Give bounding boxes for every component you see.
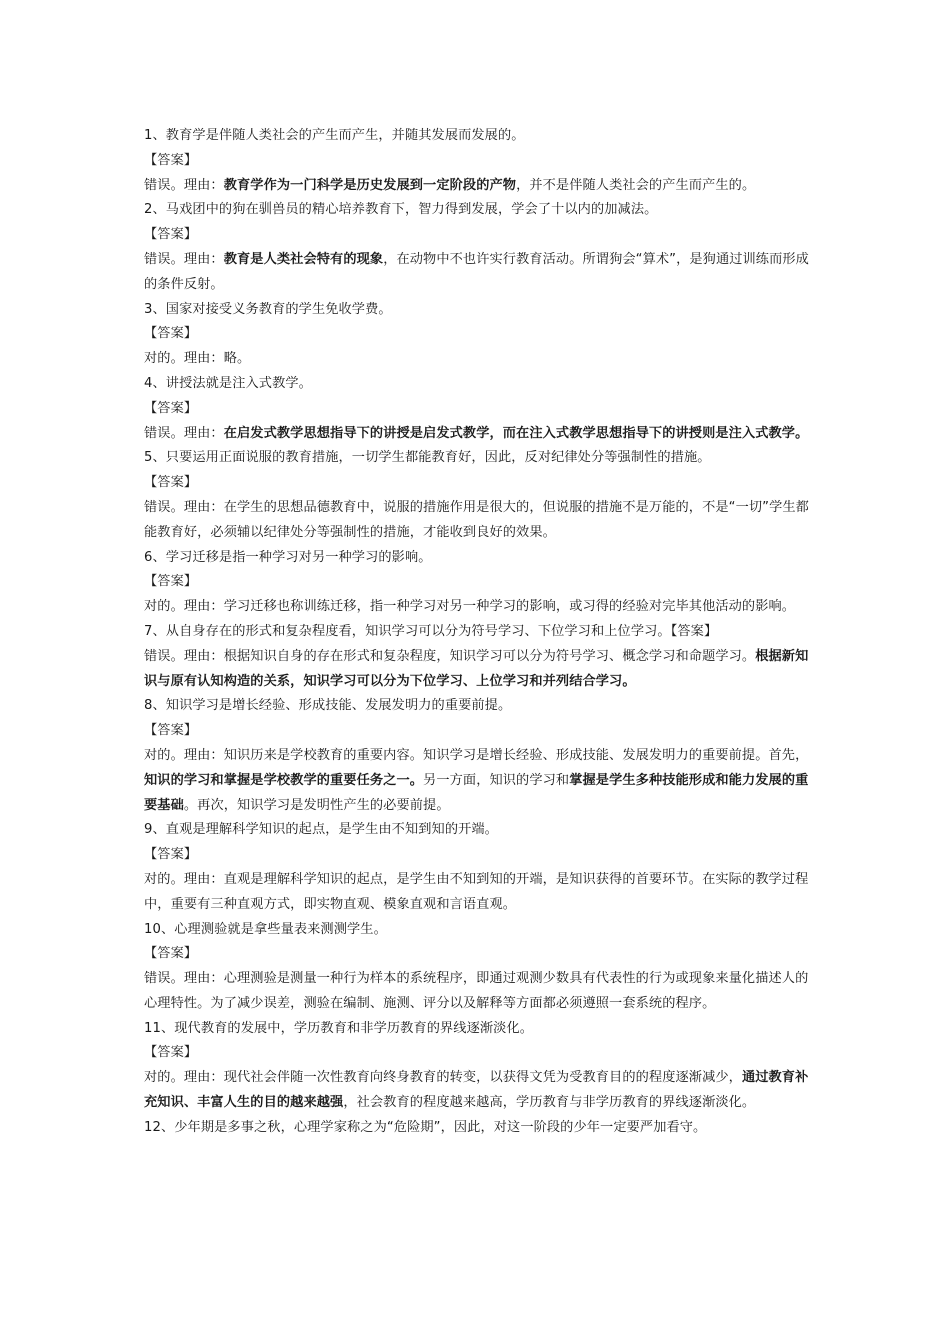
question-block bbox=[144, 818, 814, 917]
answer-segment: 错误。理由： bbox=[144, 425, 224, 441]
answer-emphasis: 在启发式教学思想指导下的讲授是启发式教学，而在注入式教学思想指导下的讲授则是注入式教学。 bbox=[223, 425, 809, 441]
answer-label: 【答案】 bbox=[144, 152, 198, 168]
answer-emphasis: 教育是人类社会特有的现象 bbox=[223, 251, 384, 267]
question-block bbox=[144, 546, 814, 620]
answer-emphasis: 根据新知识与原有认知构造的关系，知识学习可以分为下位学习、上位学习和并列结合学习。 bbox=[144, 648, 809, 689]
answer-label: 【答案】 bbox=[144, 475, 198, 491]
answer-segment: 错误。理由： bbox=[144, 177, 224, 193]
question-text: 5、只要运用正面说服的教育措施，一切学生都能教育好，因此，反对纪律处分等强制性的措施。 bbox=[144, 450, 711, 466]
answer-text bbox=[144, 1066, 814, 1116]
question-block bbox=[144, 694, 814, 818]
answer-label: 【答案】 bbox=[144, 946, 198, 962]
answer-label: 【答案】 bbox=[144, 326, 198, 342]
answer-emphasis: 教育学作为一门科学是历史发展到一定阶段的产物 bbox=[223, 177, 517, 193]
answer-segment: 对的。理由：知识历来是学校教育的重要内容。知识学习是增长经验、形成技能、发展发明力的重要前提。首先， bbox=[144, 747, 809, 763]
answer-segment: 对的。理由：学习迁移也称训练迁移，指一种学习对另一种学习的影响，或习得的经验对完毕其他活动的影响。 bbox=[144, 599, 796, 615]
answer-text bbox=[144, 744, 814, 818]
answer-text bbox=[144, 645, 814, 695]
question-text: 1、教育学是伴随人类社会的产生而产生，并随其发展而发展的。 bbox=[144, 128, 525, 143]
answer-label: 【答案】 bbox=[144, 574, 198, 590]
answer-segment: 对的。理由：直观是理解科学知识的起点，是学生由不知到知的开端，是知识获得的首要环节。在实际的教学过程中，重要有三种直观方式，即实物直观、模象直观和言语直观。 bbox=[144, 871, 809, 912]
question-text: 3、国家对接受义务教育的学生免收学费。 bbox=[144, 301, 392, 317]
answer-segment: 错误。理由：根据知识自身的存在形式和复杂程度，知识学习可以分为符号学习、概念学习和命题学习。 bbox=[144, 648, 756, 664]
answer-emphasis: 掌握是学生多种技能形成和能力发展的重要基础 bbox=[144, 772, 809, 813]
question-text: 9、直观是理解科学知识的起点，是学生由不知到知的开端。 bbox=[144, 822, 498, 838]
question-block bbox=[144, 446, 814, 545]
question-block bbox=[144, 298, 814, 372]
question-text: 11、现代教育的发展中，学历教育和非学历教育的界线逐渐淡化。 bbox=[144, 1020, 534, 1036]
answer-segment: ，在动物中不也许实行教育活动。所谓狗会“算术”，是狗通过训练而形成的条件反射。 bbox=[144, 251, 809, 292]
answer-segment: 错误。理由：在学生的思想品德教育中，说服的措施作用是很大的，但说服的措施不是万能的，不是“一切”学生都能教育好，必须辅以纪律处分等强制性的措施，才能收到良好的效果。 bbox=[144, 499, 809, 540]
question-block bbox=[144, 198, 814, 297]
document-body bbox=[144, 124, 814, 1141]
question-text: 2、马戏团中的狗在驯兽员的精心培养教育下，智力得到发展，学会了十以内的加减法。 bbox=[144, 202, 658, 218]
question-block bbox=[144, 918, 814, 1017]
answer-segment: 。再次，知识学习是发明性产生的必要前提。 bbox=[183, 797, 450, 813]
question-text: 10、心理测验就是拿些量表来测测学生。 bbox=[144, 921, 387, 937]
answer-label: 【答案】 bbox=[144, 400, 198, 416]
answer-segment: 另一方面，知识的学习和 bbox=[423, 772, 570, 788]
answer-text bbox=[144, 496, 814, 546]
question-text: 12、少年期是多事之秋，心理学家称之为“危险期”，因此，对这一阶段的少年一定要严加看守。 bbox=[144, 1119, 707, 1135]
answer-label: 【答案】 bbox=[144, 1045, 198, 1061]
question-block bbox=[144, 124, 814, 198]
answer-segment: ，并不是伴随人类社会的产生而产生的。 bbox=[516, 177, 756, 193]
answer-text bbox=[144, 967, 814, 1017]
answer-label: 【答案】 bbox=[144, 847, 198, 863]
answer-segment: 对的。理由：略。 bbox=[144, 351, 251, 367]
answer-label: 【答案】 bbox=[144, 227, 198, 243]
question-block bbox=[144, 372, 814, 446]
question-text: 6、学习迁移是指一种学习对另一种学习的影响。 bbox=[144, 549, 432, 565]
question-text: 8、知识学习是增长经验、形成技能、发展发明力的重要前提。 bbox=[144, 698, 512, 714]
answer-label: 【答案】 bbox=[144, 723, 198, 739]
answer-segment: 错误。理由：心理测验是测量一种行为样本的系统程序，即通过观测少数具有代表性的行为或现象来量化描述人的心理特性。为了减少误差，测验在编制、施测、评分以及解释等方面都必须遵照一套系统的程序。 bbox=[144, 971, 809, 1011]
question-block bbox=[144, 620, 814, 694]
answer-text bbox=[144, 347, 814, 372]
question-text: 4、讲授法就是注入式教学。 bbox=[144, 375, 312, 391]
answer-segment: 错误。理由： bbox=[144, 251, 224, 267]
answer-text bbox=[144, 595, 814, 620]
answer-text bbox=[144, 174, 814, 199]
answer-text bbox=[144, 868, 814, 918]
answer-segment: ，社会教育的程度越来越高，学历教育与非学历教育的界线逐渐淡化。 bbox=[343, 1095, 756, 1111]
question-block bbox=[144, 1017, 814, 1116]
answer-segment: 对的。理由：现代社会伴随一次性教育向终身教育的转变，以获得文凭为受教育目的的程度逐渐减少， bbox=[144, 1070, 742, 1086]
answer-text bbox=[144, 248, 814, 298]
question-block bbox=[144, 1116, 814, 1141]
answer-emphasis: 通过教育补充知识、丰富人生的目的越来越强 bbox=[144, 1070, 809, 1111]
question-text: 7、从自身存在的形式和复杂程度看，知识学习可以分为符号学习、下位学习和上位学习。【答案】 bbox=[144, 623, 718, 639]
answer-text bbox=[144, 422, 814, 447]
answer-emphasis: 知识的学习和掌握是学校教学的重要任务之一。 bbox=[144, 772, 424, 788]
